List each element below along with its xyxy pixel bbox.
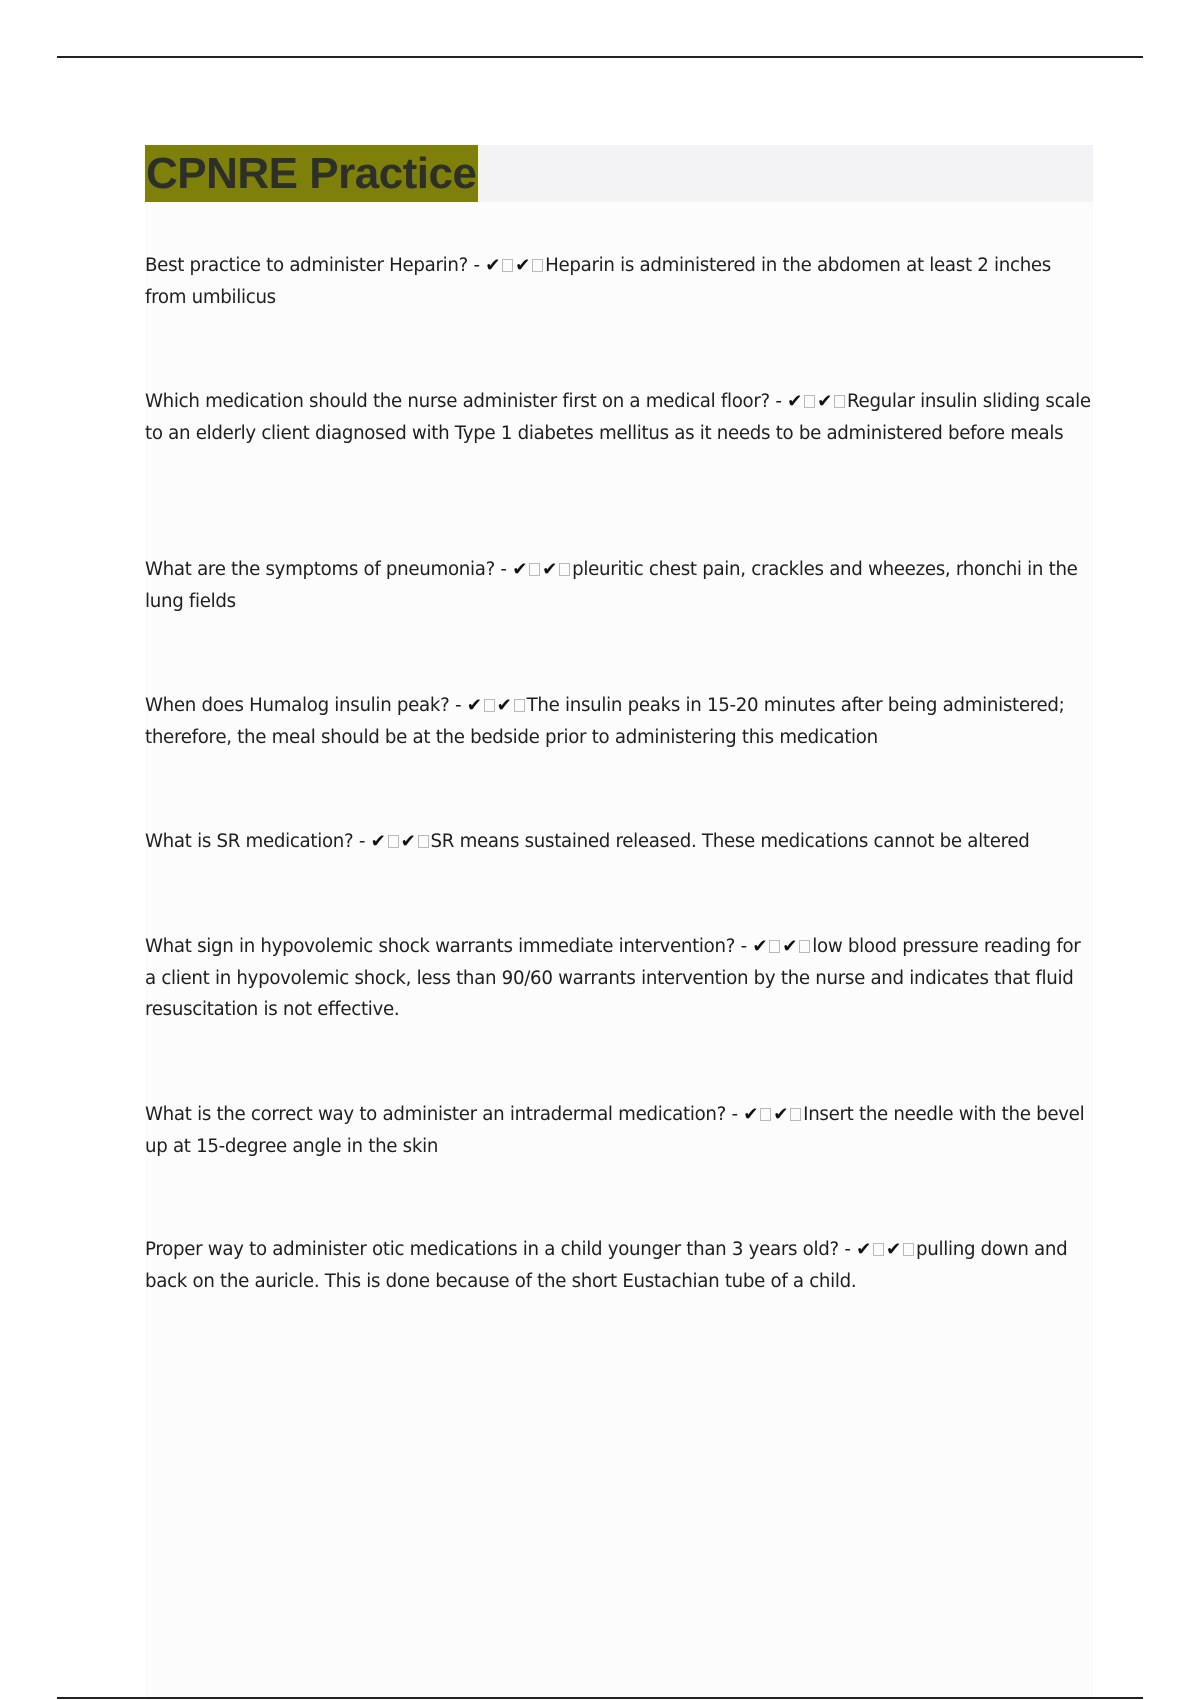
qa-item-2 (145, 386, 1093, 449)
empty-box-icon (903, 1243, 914, 1256)
empty-box-icon (484, 699, 495, 712)
check-mark-icon: ✔ (512, 559, 528, 580)
separator: - (838, 1239, 857, 1260)
check-mark-icon: ✔ (743, 1104, 759, 1125)
check-mark-icon: ✔ (886, 1239, 901, 1260)
answer-text: Insert the needle with the bevel up at 15-degree angle in the skin (145, 1104, 1085, 1157)
qa-item-5 (145, 826, 1093, 858)
separator: - (494, 559, 513, 580)
question-text: When does Humalog insulin peak? (145, 695, 450, 716)
empty-box-icon (418, 835, 429, 848)
qa-item-4 (145, 690, 1093, 753)
empty-box-icon (532, 259, 543, 272)
empty-box-icon (559, 563, 570, 576)
check-mark-icon: ✔ (466, 695, 482, 716)
page-title: CPNRE Practice (145, 145, 478, 202)
check-mark-icon: ✔ (752, 936, 768, 957)
empty-box-icon (388, 835, 399, 848)
answer-text: pleuritic chest pain, crackles and wheezes, rhonchi in the lung fields (145, 559, 1078, 612)
question-text: Proper way to administer otic medications in a child younger than 3 years old? (145, 1239, 839, 1260)
empty-box-icon (790, 1108, 801, 1121)
empty-box-icon (769, 940, 780, 953)
content-panel (145, 145, 1093, 1700)
check-mark-icon: ✔ (400, 831, 416, 852)
answer-text: low blood pressure reading for a client in hypovolemic shock, less than 90/60 warrants intervention by the nurse and indicates that fluid resuscitation is not effective. (145, 936, 1081, 1020)
check-mark-icon: ✔ (773, 1104, 789, 1125)
check-mark-icon: ✔ (515, 255, 531, 276)
check-mark-icon: ✔ (817, 391, 833, 412)
qa-item-6 (145, 931, 1093, 1026)
qa-item-7 (145, 1099, 1093, 1162)
separator: - (449, 695, 467, 716)
empty-box-icon (529, 563, 540, 576)
empty-box-icon (760, 1108, 771, 1121)
qa-item-8 (145, 1234, 1093, 1297)
qa-item-1 (145, 250, 1093, 313)
question-text: Which medication should the nurse administer first on a medical floor? (145, 391, 770, 412)
question-text: What are the symptoms of pneumonia? (145, 559, 495, 580)
answer-text: Regular insulin sliding scale to an elderly client diagnosed with Type 1 diabetes mellitus as it needs to be administered before meals (145, 391, 1091, 444)
question-text: What is the correct way to administer an intradermal medication? (145, 1104, 726, 1125)
separator: - (353, 831, 371, 852)
check-mark-icon: ✔ (496, 695, 512, 716)
empty-box-icon (804, 395, 815, 408)
check-mark-icon: ✔ (485, 255, 501, 276)
empty-box-icon (799, 940, 810, 953)
check-mark-icon: ✔ (370, 831, 386, 852)
check-mark-icon: ✔ (782, 936, 798, 957)
question-text: What is SR medication? (145, 831, 354, 852)
answer-text: SR means sustained released. These medications cannot be altered (430, 831, 1030, 852)
answer-text: The insulin peaks in 15-20 minutes after being administered; therefore, the meal should be at the bedside prior to administering this medication (145, 695, 1065, 748)
page-bottom-rule (57, 1697, 1143, 1699)
separator: - (735, 936, 753, 957)
empty-box-icon (873, 1243, 884, 1256)
separator: - (726, 1104, 744, 1125)
answer-text: Heparin is administered in the abdomen at least 2 inches from umbilicus (145, 255, 1051, 308)
question-text: What sign in hypovolemic shock warrants immediate intervention? (145, 936, 736, 957)
separator: - (769, 391, 788, 412)
empty-box-icon (514, 699, 525, 712)
qa-item-3 (145, 554, 1093, 617)
check-mark-icon: ✔ (542, 559, 558, 580)
question-text: Best practice to administer Heparin? (145, 255, 468, 276)
empty-box-icon (502, 259, 513, 272)
separator: - (467, 255, 486, 276)
page-top-rule (57, 56, 1143, 58)
answer-text: pulling down and back on the auricle. This is done because of the short Eustachian tube of a child. (145, 1239, 1068, 1292)
check-mark-icon: ✔ (787, 391, 803, 412)
empty-box-icon (834, 395, 845, 408)
check-mark-icon: ✔ (856, 1239, 872, 1260)
